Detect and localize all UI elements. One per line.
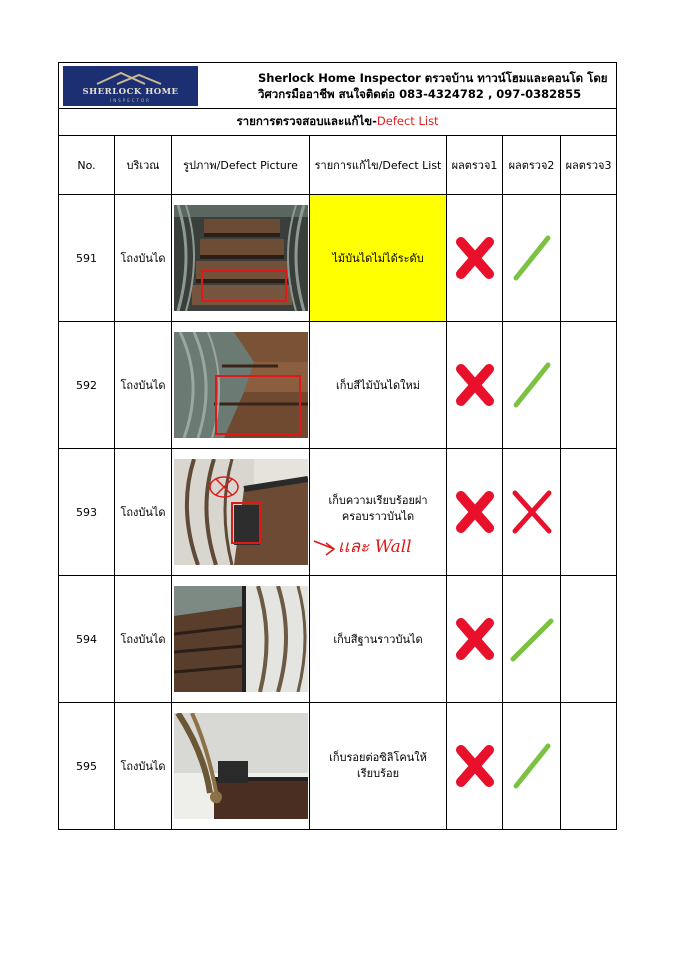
defect-text: เก็บความเรียบร้อยฝาครอบราวบันได xyxy=(328,494,428,523)
row-no: 592 xyxy=(59,322,115,449)
arrow-icon xyxy=(312,537,338,557)
title-accent: Defect List xyxy=(376,114,439,128)
handwritten-annotation xyxy=(312,533,412,560)
row-check1 xyxy=(447,703,503,830)
row-check3 xyxy=(561,703,617,830)
row-area: โถงบันได xyxy=(115,703,172,830)
logo-subtext: INSPECTOR xyxy=(110,97,151,103)
row-no: 593 xyxy=(59,449,115,576)
pass-slash-icon xyxy=(510,232,554,284)
fail-x-icon xyxy=(455,490,495,534)
pass-slash-icon xyxy=(510,359,554,411)
col-header-picture: รูปภาพ/Defect Picture xyxy=(172,136,310,195)
logo-text: SHERLOCK HOME xyxy=(82,86,179,97)
defect-picture-cell xyxy=(172,576,310,703)
row-check1 xyxy=(447,449,503,576)
row-check2 xyxy=(503,322,561,449)
defect-picture-cell xyxy=(172,703,310,830)
row-check2 xyxy=(503,195,561,322)
company-logo xyxy=(63,66,198,106)
row-check3 xyxy=(561,195,617,322)
house-roof-icon xyxy=(95,70,165,86)
row-no: 594 xyxy=(59,576,115,703)
row-defect: เก็บรอยต่อซิลิโคนให้เรียบร้อย xyxy=(310,703,447,830)
row-check3 xyxy=(561,322,617,449)
company-line-2: วิศวกรมืออาชีพ สนใจติดต่อ 083-4324782 , 097-0382855 xyxy=(258,86,582,101)
pass-slash-icon xyxy=(510,740,554,792)
defect-table xyxy=(58,62,617,830)
row-check1 xyxy=(447,322,503,449)
row-defect: ไม้บันไดไม่ได้ระดับ xyxy=(310,195,447,322)
row-no: 595 xyxy=(59,703,115,830)
table-row xyxy=(59,703,617,830)
title-main: รายการตรวจสอบและแก้ไข- xyxy=(236,114,377,128)
row-check2 xyxy=(503,449,561,576)
fail-x-icon xyxy=(455,236,495,280)
defect-picture-cell xyxy=(172,195,310,322)
row-check2 xyxy=(503,576,561,703)
col-header-check2: ผลตรวจ2 xyxy=(503,136,561,195)
col-header-check1: ผลตรวจ1 xyxy=(447,136,503,195)
defect-photo xyxy=(174,459,308,565)
col-header-area: บริเวณ xyxy=(115,136,172,195)
table-row xyxy=(59,322,617,449)
fail-x-icon xyxy=(455,617,495,661)
row-check1 xyxy=(447,576,503,703)
defect-photo xyxy=(174,332,308,438)
defect-sheet xyxy=(58,62,616,830)
table-row xyxy=(59,195,617,322)
annotation-text: เเละ Wall xyxy=(338,537,412,557)
defect-photo xyxy=(174,713,308,819)
row-area: โถงบันได xyxy=(115,195,172,322)
company-info xyxy=(258,70,608,102)
company-line-1: Sherlock Home Inspector ตรวจบ้าน ทาวน์โฮมและคอนโด โดย xyxy=(258,70,608,85)
row-area: โถงบันได xyxy=(115,322,172,449)
row-check3 xyxy=(561,449,617,576)
table-row xyxy=(59,576,617,703)
col-header-check3: ผลตรวจ3 xyxy=(561,136,617,195)
defect-picture-cell xyxy=(172,449,310,576)
table-row xyxy=(59,449,617,576)
row-defect: เก็บสีฐานราวบันได xyxy=(310,576,447,703)
defect-photo xyxy=(174,586,308,692)
header-row xyxy=(59,63,617,109)
column-header-row xyxy=(59,136,617,195)
defect-picture-cell xyxy=(172,322,310,449)
row-check1 xyxy=(447,195,503,322)
defect-photo xyxy=(174,205,308,311)
sheet-title xyxy=(59,109,617,136)
row-defect xyxy=(310,449,447,576)
row-check3 xyxy=(561,576,617,703)
fail-x-icon xyxy=(455,363,495,407)
fail-outline-x-icon xyxy=(509,487,555,537)
row-area: โถงบันได xyxy=(115,576,172,703)
col-header-no: No. xyxy=(59,136,115,195)
row-no: 591 xyxy=(59,195,115,322)
row-area: โถงบันได xyxy=(115,449,172,576)
row-check2 xyxy=(503,703,561,830)
row-defect: เก็บสีไม้บันไดใหม่ xyxy=(310,322,447,449)
fail-x-icon xyxy=(455,744,495,788)
pass-slash-icon xyxy=(507,613,557,665)
col-header-defect: รายการแก้ไข/Defect List xyxy=(310,136,447,195)
